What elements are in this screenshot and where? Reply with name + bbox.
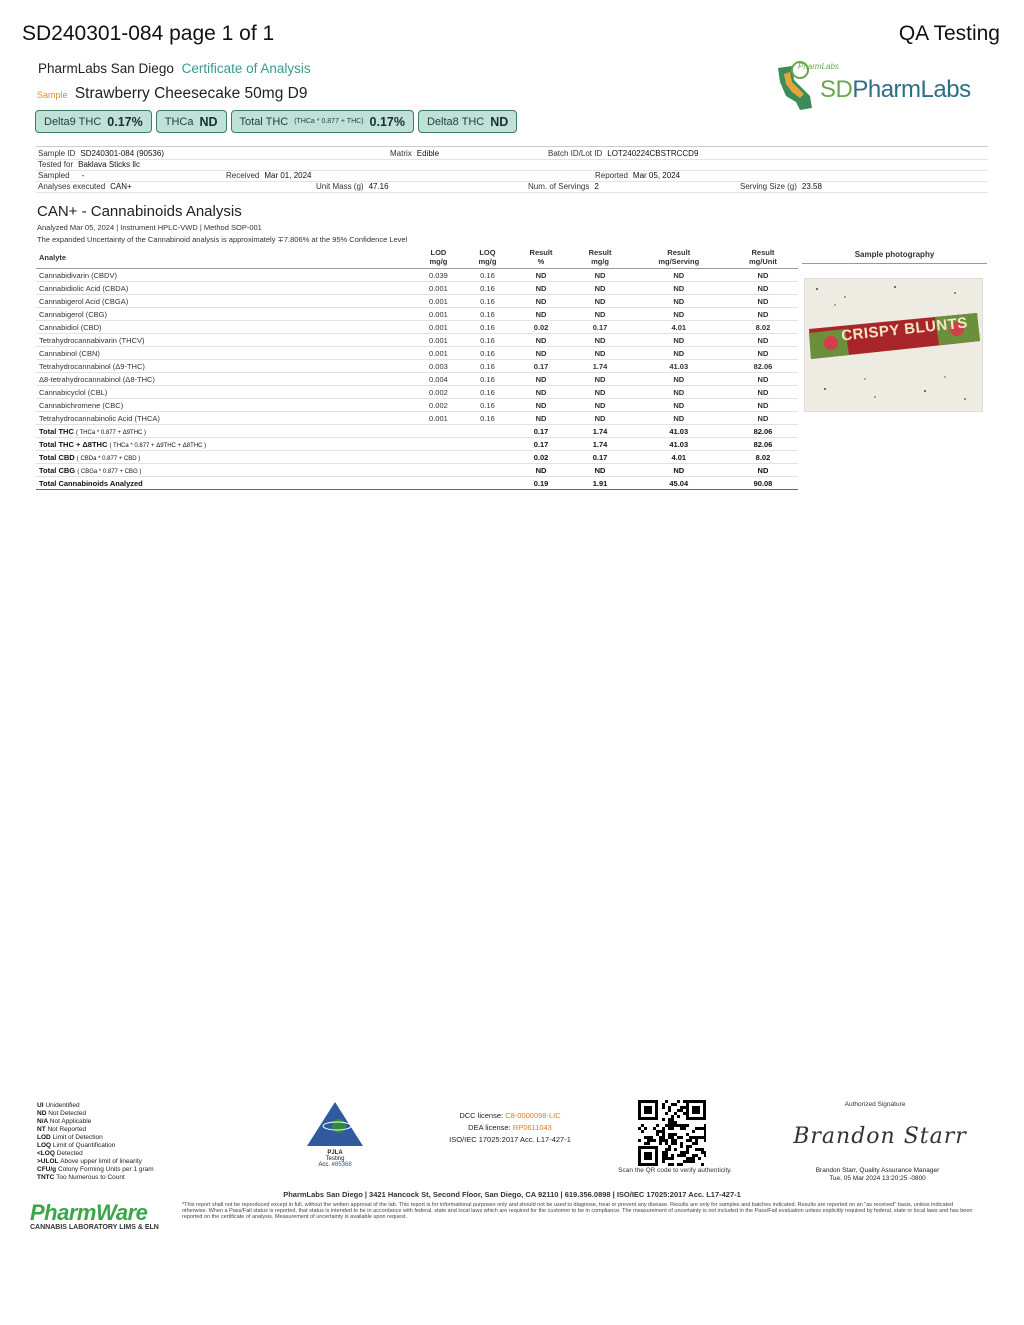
- badge-label: Delta9 THC: [44, 115, 102, 128]
- total-value: 41.03: [630, 425, 728, 438]
- total-value: 0.17: [511, 425, 570, 438]
- lab-title: [38, 61, 311, 76]
- badge-label: Total THC: [239, 115, 289, 128]
- analysis-subtitle: Analyzed Mar 05, 2024 | Instrument HPLC-VWD | Method SOP-001: [37, 223, 262, 232]
- logo-sd: SD: [820, 76, 853, 103]
- legend-item: NT Not Reported: [37, 1126, 87, 1133]
- product-brand-text: CRISPY BLUNTS: [840, 314, 969, 345]
- empty-cell: [413, 438, 463, 451]
- badge-delta9-thc: [35, 110, 152, 133]
- badge-total-thc: [231, 110, 414, 133]
- badge-label: THCa: [164, 115, 194, 128]
- legend-item: <LOQ Detected: [37, 1150, 83, 1157]
- table-row: [36, 269, 798, 282]
- sample-title: [37, 85, 307, 103]
- table-row: [36, 347, 798, 360]
- table-row: [36, 321, 798, 334]
- signatory: [790, 1167, 965, 1183]
- result-cell: 0.001: [413, 308, 463, 321]
- summary-badges: [35, 110, 517, 133]
- analyte-name: Tetrahydrocannabinolic Acid (THCA): [36, 412, 413, 425]
- empty-cell: [463, 464, 511, 477]
- total-value: ND: [728, 464, 798, 477]
- total-value: ND: [630, 464, 728, 477]
- result-cell: ND: [728, 295, 798, 308]
- result-cell: ND: [511, 334, 570, 347]
- qa-testing-label: QA Testing: [898, 22, 1000, 45]
- meta-received: Received Mar 01, 2024: [226, 171, 312, 180]
- result-cell: ND: [630, 399, 728, 412]
- total-value: 0.17: [571, 451, 630, 464]
- legend-item: LOQ Limit of Quantification: [37, 1142, 116, 1149]
- result-cell: ND: [571, 269, 630, 282]
- table-row: [36, 373, 798, 386]
- result-cell: ND: [511, 373, 570, 386]
- pharmware-sub: CANNABIS LABORATORY LIMS & ELN: [30, 1224, 159, 1231]
- total-value: 82.06: [728, 438, 798, 451]
- result-cell: ND: [571, 308, 630, 321]
- result-cell: ND: [630, 386, 728, 399]
- empty-cell: [413, 425, 463, 438]
- table-row: [36, 386, 798, 399]
- meta-serving-size: Serving Size (g) 23.58: [740, 182, 822, 191]
- abbreviation-legend: [37, 1102, 154, 1182]
- result-cell: 0.004: [413, 373, 463, 386]
- result-cell: ND: [728, 412, 798, 425]
- result-cell: ND: [511, 347, 570, 360]
- column-header: Analyte: [36, 246, 413, 269]
- pharmware-main: PharmWare: [30, 1200, 148, 1225]
- verification-qr-code[interactable]: [638, 1100, 706, 1166]
- total-value: 0.19: [511, 477, 570, 490]
- result-cell: 0.001: [413, 412, 463, 425]
- total-value: 45.04: [630, 477, 728, 490]
- empty-cell: [413, 464, 463, 477]
- iso-accreditation: ISO/IEC 17025:2017 Acc. L17-427-1: [449, 1135, 571, 1144]
- badge-value: 0.17%: [107, 114, 143, 129]
- lab-name: PharmLabs San Diego: [38, 61, 174, 76]
- result-cell: ND: [630, 308, 728, 321]
- legend-item: ND Not Detected: [37, 1110, 87, 1117]
- analyte-name: Cannabicyclol (CBL): [36, 386, 413, 399]
- total-value: 4.01: [630, 451, 728, 464]
- badge-label: Delta8 THC: [426, 115, 485, 128]
- result-cell: 1.74: [571, 360, 630, 373]
- result-cell: 0.16: [463, 412, 511, 425]
- signature-script: Brandon Starr: [793, 1124, 967, 1149]
- signature-date: Tue, 05 Mar 2024 13:20:25 -0800: [829, 1175, 926, 1182]
- empty-cell: [463, 425, 511, 438]
- sample-name: Strawberry Cheesecake 50mg D9: [74, 85, 308, 102]
- meta-reported: Reported Mar 05, 2024: [595, 171, 681, 180]
- total-value: 0.02: [511, 451, 570, 464]
- total-value: ND: [571, 464, 630, 477]
- result-cell: ND: [630, 269, 728, 282]
- result-cell: 0.16: [463, 282, 511, 295]
- analyte-name: Cannabidivarin (CBDV): [36, 269, 413, 282]
- pjla-acc: Acc. #85368: [318, 1162, 352, 1168]
- total-name: Total THC + Δ8THC ( THCa * 0.877 + Δ9THC + Δ8THC ): [36, 438, 413, 451]
- result-cell: 0.16: [463, 334, 511, 347]
- total-row: [36, 451, 798, 464]
- result-cell: ND: [511, 399, 570, 412]
- total-value: 1.91: [571, 477, 630, 490]
- result-cell: 0.001: [413, 321, 463, 334]
- divider: [36, 146, 988, 147]
- result-cell: ND: [511, 308, 570, 321]
- total-row: [36, 477, 798, 490]
- signature-heading: Authorized Signature: [844, 1101, 906, 1108]
- result-cell: ND: [630, 412, 728, 425]
- pjla-sub: Testing: [325, 1156, 345, 1162]
- analyte-name: Cannabidiol (CBD): [36, 321, 413, 334]
- analyte-name: Δ8-tetrahydrocannabinol (Δ8-THC): [36, 373, 413, 386]
- pjla-logo-icon: [305, 1100, 365, 1148]
- table-row: [36, 295, 798, 308]
- empty-cell: [413, 477, 463, 490]
- result-cell: ND: [630, 282, 728, 295]
- qr-caption: Scan the QR code to verify authenticity.: [618, 1167, 732, 1174]
- result-cell: ND: [571, 399, 630, 412]
- analyte-name: Cannabidiolic Acid (CBDA): [36, 282, 413, 295]
- result-cell: 8.02: [728, 321, 798, 334]
- result-cell: 0.02: [511, 321, 570, 334]
- meta-batch: Batch ID/Lot ID LOT240224CBSTRCCD9: [548, 149, 699, 158]
- analyte-name: Tetrahydrocannabinol (Δ9-THC): [36, 360, 413, 373]
- result-cell: 0.002: [413, 399, 463, 412]
- result-cell: 0.16: [463, 360, 511, 373]
- table-row: [36, 334, 798, 347]
- result-cell: ND: [728, 347, 798, 360]
- logo-text: [820, 76, 971, 104]
- result-cell: 0.003: [413, 360, 463, 373]
- legend-item: >ULOL Above upper limit of linearity: [37, 1158, 142, 1165]
- result-cell: 0.16: [463, 295, 511, 308]
- total-value: 1.74: [571, 425, 630, 438]
- column-header: LOD mg/g: [413, 246, 463, 269]
- legend-item: LOD Limit of Detection: [37, 1134, 103, 1141]
- result-cell: ND: [571, 295, 630, 308]
- legend-item: CFU/g Colony Forming Units per 1 gram: [37, 1166, 154, 1173]
- meta-tested-for: Tested for Baklava Sticks llc: [38, 160, 140, 169]
- result-cell: ND: [511, 269, 570, 282]
- total-name: Total CBG ( CBGa * 0.877 + CBG ): [36, 464, 413, 477]
- badge-value: ND: [490, 114, 509, 129]
- result-cell: 0.001: [413, 295, 463, 308]
- table-row: [36, 308, 798, 321]
- meta-sample-id: Sample ID SD240301-084 (90536): [38, 149, 164, 158]
- analyte-name: Cannabigerol Acid (CBGA): [36, 295, 413, 308]
- analysis-uncertainty: The expanded Uncertainty of the Cannabinoid analysis is approximately ∓7.806% at the 95% Confidence Level: [37, 235, 408, 244]
- result-cell: ND: [571, 412, 630, 425]
- sample-photo-label: Sample photography: [802, 250, 987, 264]
- result-cell: ND: [728, 334, 798, 347]
- report-id: SD240301-084 page 1 of 1: [22, 22, 275, 45]
- result-cell: ND: [511, 282, 570, 295]
- analyte-name: Cannabigerol (CBG): [36, 308, 413, 321]
- pharmware-logo: [30, 1200, 160, 1240]
- result-cell: 82.06: [728, 360, 798, 373]
- total-value: 0.17: [511, 438, 570, 451]
- result-cell: ND: [571, 347, 630, 360]
- total-value: 8.02: [728, 451, 798, 464]
- empty-cell: [463, 438, 511, 451]
- table-row: [36, 360, 798, 373]
- analyte-name: Cannabichromene (CBC): [36, 399, 413, 412]
- result-cell: ND: [571, 282, 630, 295]
- badge-formula: (THCa * 0.877 + THC): [294, 118, 364, 125]
- table-row: [36, 282, 798, 295]
- result-cell: ND: [511, 295, 570, 308]
- result-cell: 0.16: [463, 386, 511, 399]
- result-cell: ND: [511, 412, 570, 425]
- table-row: [36, 399, 798, 412]
- result-cell: ND: [728, 308, 798, 321]
- result-cell: ND: [630, 347, 728, 360]
- column-header: Result %: [511, 246, 570, 269]
- footer-disclaimer: *This report shall not be reproduced except in full, without the written approval of the lab. This report is for informational purposes only and should not be used to diagnose, treat or prevent any disease. Results are only for samples and batches indicated. Results are reported on an "as received" basis, unless indicated otherwise. When a Pass/Fail status is reported, that status is intended to be in accordance with federal, state and local laws which are required for the customer to be in compliance. The measurement of uncertainty is not included in the Pass/Fail evaluation unless explicitly required by federal, state or local laws and has been reported on the certificate of analysis. Measurement of uncertainty is available upon request.: [182, 1202, 973, 1220]
- result-cell: 0.002: [413, 386, 463, 399]
- analyte-name: Tetrahydrocannabivarin (THCV): [36, 334, 413, 347]
- logo-pharmlabs-small: PharmLabs: [798, 62, 839, 71]
- badge-value: 0.17%: [369, 114, 405, 129]
- result-cell: ND: [630, 373, 728, 386]
- result-cell: 0.001: [413, 282, 463, 295]
- column-header: Result mg/Unit: [728, 246, 798, 269]
- meta-analyses: Analyses executed CAN+: [38, 182, 132, 191]
- total-row: [36, 438, 798, 451]
- result-cell: ND: [571, 334, 630, 347]
- meta-servings: Num. of Servings 2: [528, 182, 599, 191]
- logo-main: PharmLabs: [852, 76, 971, 103]
- legend-item: TNTC Too Numerous to Count: [37, 1174, 125, 1181]
- footer-address: PharmLabs San Diego | 3421 Hancock St, Second Floor, San Diego, CA 92110 | 619.356.0898 | ISO/IEC 17025:2017 Acc. L17-427-1: [283, 1190, 741, 1199]
- result-cell: 0.039: [413, 269, 463, 282]
- meta-sampled: Sampled -: [38, 171, 85, 180]
- column-header: Result mg/g: [571, 246, 630, 269]
- badge-value: ND: [199, 114, 218, 129]
- legend-item: UI Unidentified: [37, 1102, 80, 1109]
- doc-type: Certificate of Analysis: [181, 61, 311, 76]
- result-cell: ND: [728, 282, 798, 295]
- result-cell: 0.16: [463, 347, 511, 360]
- legend-item: N/A Not Applicable: [37, 1118, 92, 1125]
- result-cell: ND: [630, 295, 728, 308]
- qr-code-icon: [638, 1100, 706, 1166]
- result-cell: 0.001: [413, 334, 463, 347]
- sample-photo: [804, 278, 983, 412]
- column-header: LOQ mg/g: [463, 246, 511, 269]
- signatory-name: Brandon Starr, Quality Assurance Manager: [815, 1167, 940, 1174]
- column-header: Result mg/Serving: [630, 246, 728, 269]
- table-header-row: [36, 246, 798, 269]
- signature-image: [790, 1120, 970, 1156]
- badge-delta8-thc: [418, 110, 517, 133]
- result-cell: 0.16: [463, 399, 511, 412]
- total-value: ND: [511, 464, 570, 477]
- total-row: [36, 425, 798, 438]
- result-cell: ND: [571, 373, 630, 386]
- product-image: [805, 279, 982, 411]
- total-value: 1.74: [571, 438, 630, 451]
- empty-cell: [463, 451, 511, 464]
- result-cell: ND: [728, 269, 798, 282]
- dea-license: DEA license: RP0611043: [468, 1123, 552, 1132]
- result-cell: 0.17: [571, 321, 630, 334]
- result-cell: 0.16: [463, 321, 511, 334]
- license-info: [420, 1110, 600, 1146]
- pjla-name: PJLA: [327, 1150, 343, 1156]
- analysis-title: CAN+ - Cannabinoids Analysis: [37, 203, 242, 220]
- result-cell: 0.001: [413, 347, 463, 360]
- pjla-accreditation: [300, 1100, 370, 1168]
- result-cell: ND: [630, 334, 728, 347]
- total-value: 82.06: [728, 425, 798, 438]
- analyte-name: Cannabinol (CBN): [36, 347, 413, 360]
- result-cell: ND: [571, 386, 630, 399]
- result-cell: 41.03: [630, 360, 728, 373]
- result-cell: ND: [511, 386, 570, 399]
- result-cell: 4.01: [630, 321, 728, 334]
- total-name: Total Cannabinoids Analyzed: [36, 477, 413, 490]
- meta-matrix: Matrix Edible: [390, 149, 440, 158]
- badge-thca: [156, 110, 227, 133]
- dcc-license: DCC license: C8-0000098-LIC: [459, 1111, 561, 1120]
- result-cell: 0.16: [463, 373, 511, 386]
- total-name: Total CBD ( CBDa * 0.877 + CBD ): [36, 451, 413, 464]
- empty-cell: [463, 477, 511, 490]
- meta-unit-mass: Unit Mass (g) 47.16: [316, 182, 389, 191]
- result-cell: ND: [728, 373, 798, 386]
- sdpharmlabs-logo: [770, 60, 990, 115]
- total-name: Total THC ( THCa * 0.877 + Δ9THC ): [36, 425, 413, 438]
- result-cell: ND: [728, 386, 798, 399]
- total-row: [36, 464, 798, 477]
- total-value: 90.08: [728, 477, 798, 490]
- sample-tag: Sample: [37, 90, 68, 100]
- total-value: 41.03: [630, 438, 728, 451]
- cannabinoid-results-table: [36, 246, 798, 490]
- result-cell: 0.16: [463, 269, 511, 282]
- empty-cell: [413, 451, 463, 464]
- result-cell: ND: [728, 399, 798, 412]
- table-row: [36, 412, 798, 425]
- result-cell: 0.17: [511, 360, 570, 373]
- result-cell: 0.16: [463, 308, 511, 321]
